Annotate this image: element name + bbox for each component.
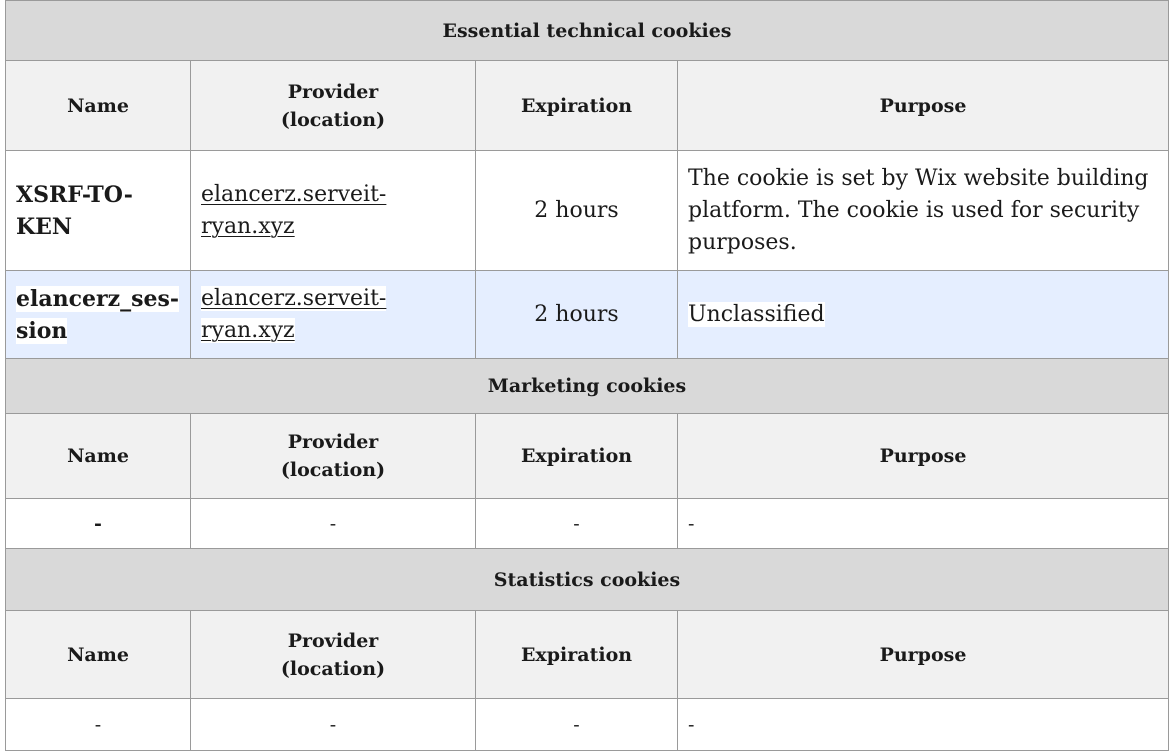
- header-provider-line1: Provider: [287, 80, 379, 103]
- section-header-statistics: [6, 549, 1169, 611]
- column-header-provider: Provider (location): [191, 414, 476, 499]
- column-header-purpose: Purpose: [678, 414, 1169, 499]
- table-row: [6, 499, 1169, 549]
- cookie-purpose: [678, 271, 1169, 359]
- cookie-purpose: -: [678, 699, 1169, 751]
- table-row: [6, 151, 1169, 271]
- column-header-expiration: Expiration: [476, 414, 678, 499]
- cookie-expiration: 2 hours: [476, 271, 678, 359]
- provider-link[interactable]: elancerz.serveit- ryan.xyz: [201, 181, 387, 239]
- section-title: Statistics cookies: [6, 549, 1169, 611]
- column-header-name: Name: [6, 414, 191, 499]
- header-provider-line2: (location): [280, 108, 386, 131]
- column-header-provider: [191, 61, 476, 151]
- cookie-name: XSRF-TO- KEN: [6, 151, 191, 271]
- cookie-purpose: -: [678, 499, 1169, 549]
- column-header-name: Name: [6, 611, 191, 699]
- cookie-name: -: [6, 499, 191, 549]
- cookies-table: [5, 0, 1169, 751]
- cookie-purpose-text: Unclassified: [688, 301, 825, 327]
- section-title: Marketing cookies: [6, 359, 1169, 414]
- provider-link[interactable]: elancerz.serveit- ryan.xyz: [201, 285, 387, 343]
- column-header-expiration: Expiration: [476, 611, 678, 699]
- section-header-essential: [6, 1, 1169, 61]
- column-header-purpose: Purpose: [678, 611, 1169, 699]
- table-row: [6, 271, 1169, 359]
- cookie-provider: -: [191, 499, 476, 549]
- column-header-expiration: Expiration: [476, 61, 678, 151]
- cookie-purpose: The cookie is set by Wix website building platform. The cookie is used for security purposes.: [678, 151, 1169, 271]
- cookie-expiration: -: [476, 499, 678, 549]
- column-header-purpose: Purpose: [678, 61, 1169, 151]
- cookie-name: -: [6, 699, 191, 751]
- column-header-name: Name: [6, 61, 191, 151]
- cookie-provider: [191, 271, 476, 359]
- cookie-name-text: elancerz_ses- sion: [16, 285, 179, 344]
- cookie-expiration: -: [476, 699, 678, 751]
- cookie-name: [6, 271, 191, 359]
- column-header-row: [6, 414, 1169, 499]
- cookie-provider: -: [191, 699, 476, 751]
- cookie-provider: [191, 151, 476, 271]
- section-title: Essential technical cookies: [6, 1, 1169, 61]
- column-header-row: [6, 611, 1169, 699]
- cookie-expiration: 2 hours: [476, 151, 678, 271]
- section-header-marketing: [6, 359, 1169, 414]
- column-header-row: [6, 61, 1169, 151]
- table-row: [6, 699, 1169, 751]
- column-header-provider: Provider (location): [191, 611, 476, 699]
